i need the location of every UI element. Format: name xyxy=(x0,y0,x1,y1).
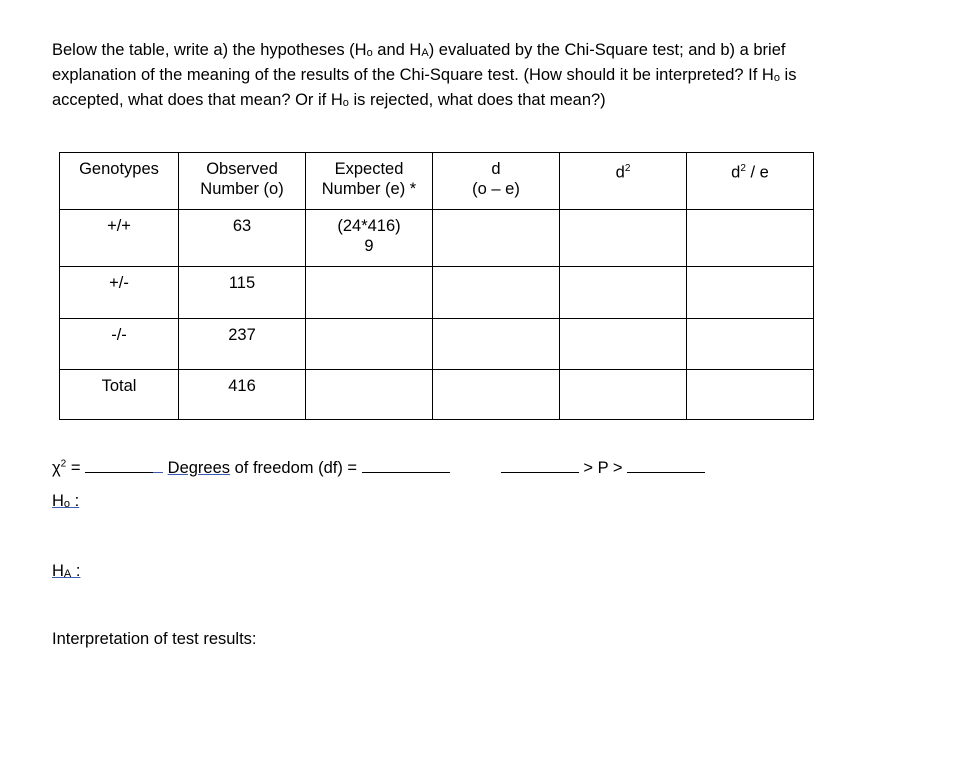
subscript-o: o xyxy=(342,97,349,109)
chi-square-label: $\chi^2$ = xyxy=(52,458,81,477)
cell-expected[interactable] xyxy=(306,319,433,370)
dof-label: of freedom (df) = xyxy=(230,459,358,477)
cell-d-squared[interactable] xyxy=(560,370,687,420)
cell-d[interactable] xyxy=(433,210,560,267)
null-hypothesis-label: Ho : xyxy=(52,492,80,510)
cell-d-squared-over-e[interactable] xyxy=(687,319,814,370)
cell-genotype: Total xyxy=(60,370,179,420)
instructions-text: Below the table, write a) the hypotheses (H xyxy=(52,41,367,59)
p-upper-blank[interactable] xyxy=(627,456,705,473)
header-d-squared-over-e: $d^2$ / e xyxy=(687,153,814,210)
table-row xyxy=(60,267,814,319)
cell-observed: 115 xyxy=(179,267,306,319)
interpretation-label: Interpretation of test results: xyxy=(52,630,257,648)
cell-d[interactable] xyxy=(433,267,560,319)
results-line xyxy=(52,456,705,478)
p-lower-blank[interactable] xyxy=(501,456,579,473)
subscript-o: o xyxy=(773,72,780,84)
cell-d-squared[interactable] xyxy=(560,267,687,319)
header-d: d (o – e) xyxy=(433,153,560,210)
cell-expected[interactable] xyxy=(306,267,433,319)
chi-square-blank[interactable] xyxy=(85,456,153,473)
cell-observed: 237 xyxy=(179,319,306,370)
cell-d-squared[interactable] xyxy=(560,210,687,267)
table-row xyxy=(60,319,814,370)
header-d-squared: $d^2$ xyxy=(560,153,687,210)
dof-blank[interactable] xyxy=(362,456,450,473)
table-row-total xyxy=(60,370,814,420)
instructions-text: is accepted, what does that mean? Or if H xyxy=(52,66,797,109)
instructions-paragraph xyxy=(52,39,872,114)
subscript-o: o xyxy=(366,47,373,59)
instructions-text: and H xyxy=(372,41,422,59)
cell-d-squared-over-e[interactable] xyxy=(687,210,814,267)
table-row xyxy=(60,210,814,267)
cell-observed: 416 xyxy=(179,370,306,420)
cell-d-squared-over-e[interactable] xyxy=(687,370,814,420)
alt-hypothesis-label: HA : xyxy=(52,562,81,580)
header-genotypes: Genotypes xyxy=(60,153,179,210)
chi-square-table xyxy=(59,152,814,420)
cell-d[interactable] xyxy=(433,370,560,420)
cell-d[interactable] xyxy=(433,319,560,370)
dof-label-underlined: Degrees xyxy=(167,459,231,477)
cell-genotype: +/- xyxy=(60,267,179,319)
cell-observed: 63 xyxy=(179,210,306,267)
instructions-text: is rejected, what does that mean?) xyxy=(348,91,606,109)
chi-square-blank-tail xyxy=(153,456,163,473)
cell-genotype: -/- xyxy=(60,319,179,370)
cell-expected[interactable]: (24*416) 9 xyxy=(306,210,433,267)
instructions-text: ) evaluated by the Chi-Square test; and b) a brief explanation of the meaning of the results of the Chi-Square test. (How should it be interpreted? If H xyxy=(52,41,786,84)
header-expected: Expected Number (e) * xyxy=(306,153,433,210)
cell-expected[interactable] xyxy=(306,370,433,420)
p-label: > P > xyxy=(578,459,628,477)
subscript-a: A xyxy=(421,47,429,59)
cell-genotype: +/+ xyxy=(60,210,179,267)
header-observed: Observed Number (o) xyxy=(179,153,306,210)
cell-d-squared-over-e[interactable] xyxy=(687,267,814,319)
table-header-row xyxy=(60,153,814,210)
cell-d-squared[interactable] xyxy=(560,319,687,370)
